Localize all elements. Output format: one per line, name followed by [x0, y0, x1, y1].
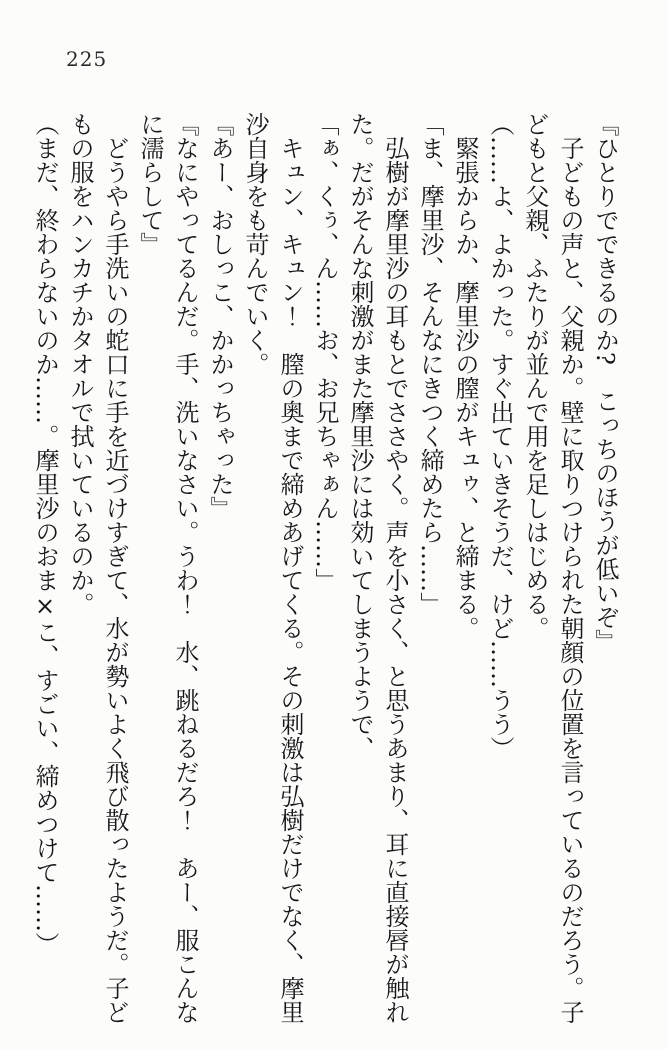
text-line: 『あー、おしっこ、かかっちゃった』: [206, 112, 234, 520]
text-line: に濡らして』: [136, 112, 164, 256]
text-block: [27, 112, 622, 1042]
text-line: た。だがそんな刺激がまた摩里沙には効いてしまうようで、: [346, 112, 374, 760]
text-line: 緊張からか、摩里沙の膣がキュゥ、と締まる。: [451, 136, 479, 640]
text-line: 「ま、摩里沙、そんなにきつく締めたら……」: [416, 112, 444, 616]
text-line: 『ひとりでできるのか? こっちのほうが低いぞ』: [591, 112, 619, 653]
text-line: キュン、キュン！ 膣の奥まで締めあげてくる。その刺激は弘樹だけでなく、摩里: [276, 136, 304, 1024]
text-line: （……よ、よかった。すぐ出ていきそうだ、けど……うう）: [486, 112, 514, 760]
text-line: どもと父親、ふたりが並んで用を足しはじめる。: [521, 112, 549, 640]
text-line: 「ぁ、くぅ、ん……お、お兄ちゃぁん……」: [311, 112, 339, 592]
text-line: もの服をハンカチかタオルで拭いているのか。: [66, 112, 94, 616]
page-number: 225: [66, 47, 108, 71]
text-line: どうやら手洗いの蛇口に手を近づけすぎて、水が勢いよく飛び散ったようだ。子ど: [101, 136, 129, 1024]
text-line: 子どもの声と、父親か。壁に取りつけられた朝顔の位置を言っているのだろう。子: [556, 136, 584, 1024]
text-line: （まだ、終わらないのか……。摩里沙のおま×こ、すごい、締めつけて……）: [31, 112, 59, 956]
text-line: 弘樹が摩里沙の耳もとでささやく。声を小さく、と思うあまり、耳に直接唇が触れ: [381, 136, 409, 1024]
text-line: 『なにやってるんだ。手、洗いなさい。うわ！ 水、跳ねるだろ！ あー、服こんな: [171, 112, 199, 1024]
text-line: 沙自身をも苛んでいく。: [241, 112, 269, 376]
